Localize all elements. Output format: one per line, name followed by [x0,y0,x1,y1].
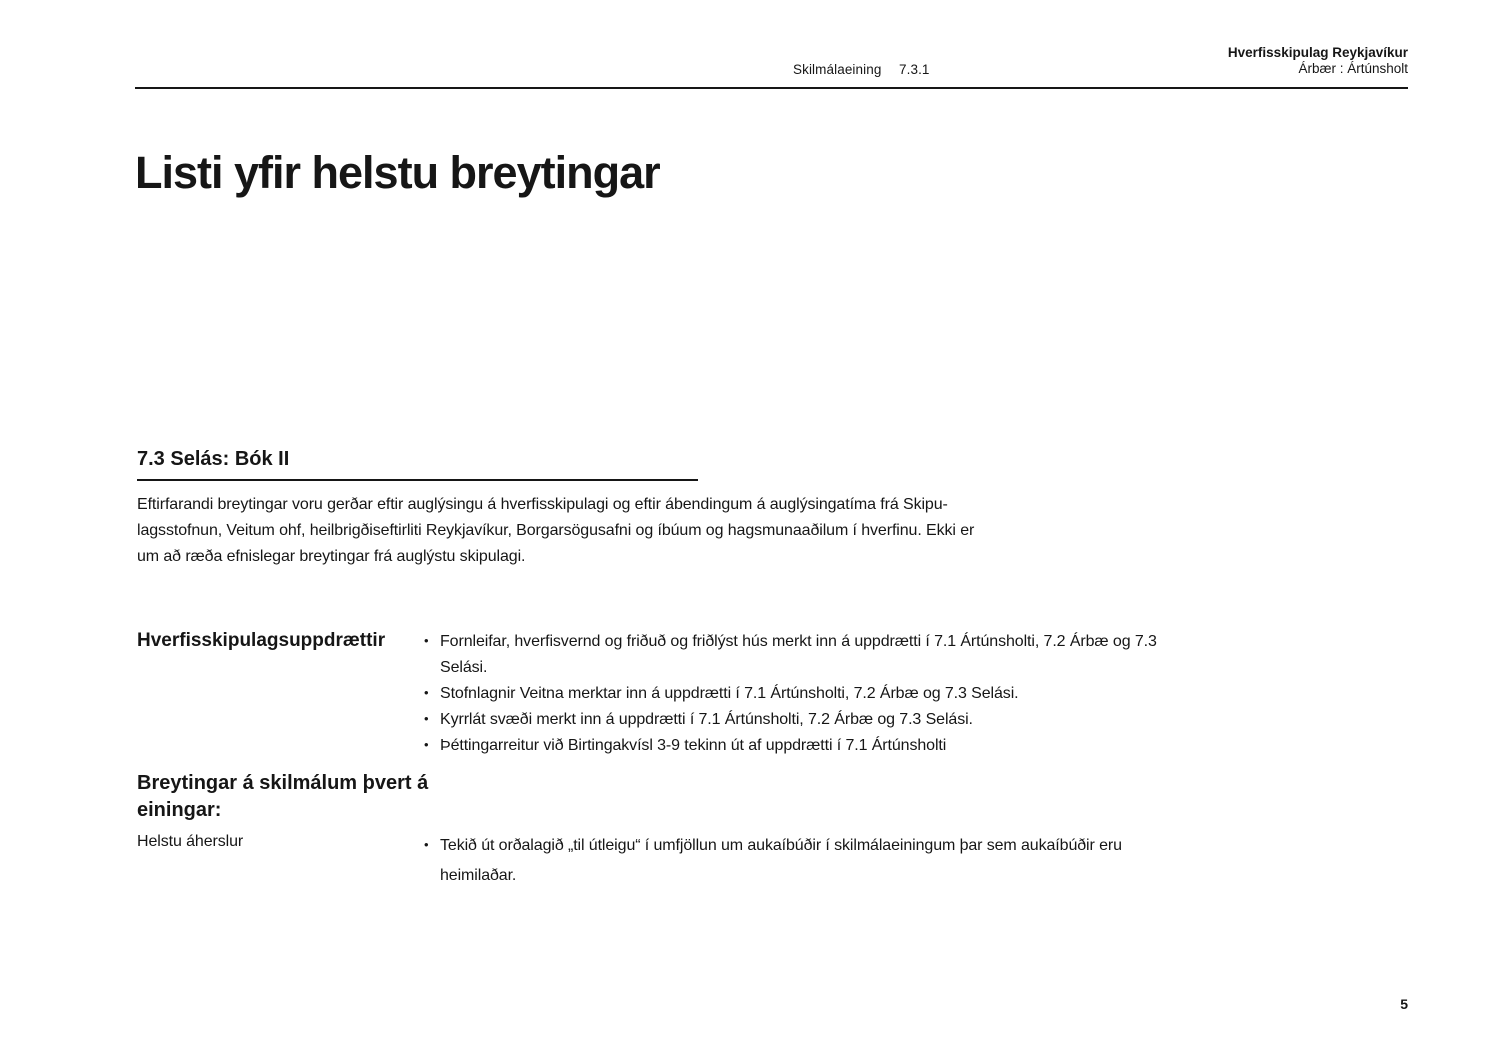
row-label-line: Breytingar á skilmálum þvert á [137,772,429,794]
bullet-item-continuation: heimilaðar. [440,867,517,884]
row-sublabel-helstu-aherslur: Helstu áherslur [137,833,244,850]
header-rule [135,87,1408,89]
bullet-item-continuation: Selási. [440,659,488,676]
bullet-list-aherslur [440,831,1122,891]
page-title: Listi yfir helstu breytingar [135,147,660,198]
page-number: 5 [1400,996,1408,1012]
header-doc-number: 7.3.1 [899,62,930,77]
row-label-line: einingar: [137,799,222,821]
bullet-item: • Kyrrlát svæði merkt inn á uppdrætti í 7.1 Ártúnsholti, 7.2 Árbæ og 7.3 Selási. [440,707,1157,733]
row-label-breytingar [137,770,428,824]
section-heading: 7.3 Selás: Bók II [137,448,290,470]
header-doc-type-label: Skilmálaeining [793,62,882,77]
header-org-block [1228,45,1408,77]
intro-line: um að ræða efnislegar breytingar frá auglýstu skipulagi. [137,548,526,565]
bullet-item: • Fornleifar, hverfisvernd og friðuð og friðlýst hús merkt inn á uppdrætti í 7.1 Ártúnsholti, 7.2 Árbæ og 7.3 [440,629,1157,655]
bullet-item: • Þéttingarreitur við Birtingakvísl 3-9 tekinn út af uppdrætti í 7.1 Ártúnsholti [440,733,1157,759]
section-heading-rule [137,479,698,481]
bullet-item: • Stofnlagnir Veitna merktar inn á uppdrætti í 7.1 Ártúnsholti, 7.2 Árbæ og 7.3 Selási. [440,681,1157,707]
header-org-name: Hverfisskipulag Reykjavíkur [1227,45,1408,60]
header-org-area: Árbær : Ártúnsholt [1298,61,1408,76]
intro-line: lagsstofnun, Veitum ohf, heilbrigðiseftirliti Reykjavíkur, Borgarsögusafni og íbúum og hagsmunaaðilum í hverfinu. Ekki er [137,522,975,539]
bullet-item: • Tekið út orðalagið „til útleigu“ í umfjöllun um aukaíbúðir í skilmálaeiningum þar sem aukaíbúðir eru [440,831,1122,861]
row-label-uppdraettir: Hverfisskipulagsuppdrættir [137,630,386,651]
intro-line: Eftirfarandi breytingar voru gerðar eftir auglýsingu á hverfisskipulagi og eftir ábendingum á auglýsingatíma frá Skipu- [137,496,948,513]
bullet-list-uppdraettir [440,629,1157,759]
intro-paragraph [137,492,974,570]
